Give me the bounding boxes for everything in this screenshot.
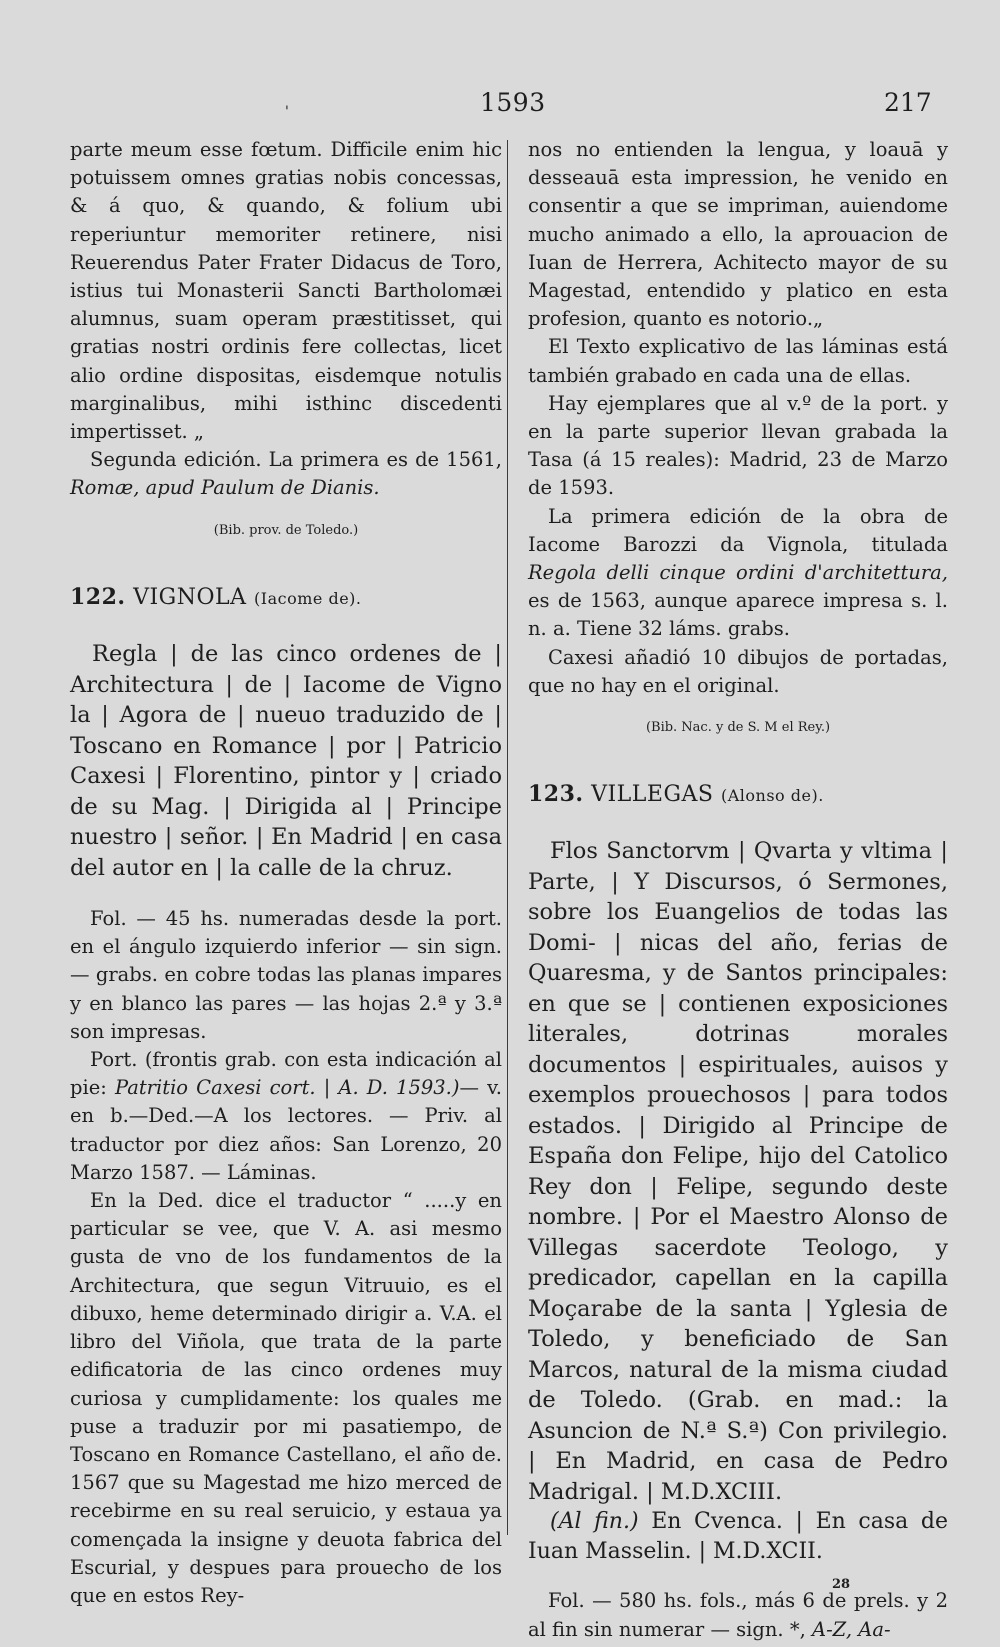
book-title-123: Flos Sanctorvm | Qvarta y vltima | Parte, | Y Discursos, ó Sermones, sobre los Euangelios de todas las Domi- | nicas del año, ferias de Quaresma, y de Santos principales: en que se | contienen exposiciones literales, dotrinas morales documentos | espirituales, auisos y exemplos prouechosos | para todos estados. | Dirigido al Principe de España don Felipe, hijo del Catolico Rey don | Felipe, segundo deste nombre. | Por el Maestro Alonso de Villegas sacerdote Teologo, y predicador, capellan en la capilla Moçarabe de la santa | Yglesia de Toledo, y beneficiado de San Marcos, natural de la misma ciudad de Toledo. (Grab. en mad.: la Asuncion de N.ª S.ª) Con privilegio. | En Madrid, en casa de Pedro Madrigal. | M.D.XCIII.	[528, 838, 948, 1505]
running-head-year: 1593	[480, 88, 546, 117]
prologue-continuation: parte meum esse fœtum. Difficile enim hic potuissem omnes gratias nobis concessas, & á quo, & quando, & folium ubi reperiuntur memoriter retinere, nisi Reuerendus Pater Frater Didacus de Toro, istius tui Monasterii Sancti Bartholomæi alumnus, suam operam præstitisset, qui gratias nostri ordinis fere collectas, licet alio ordine dispositas, eisdemque notulis marginalibus, mihi isthinc discedenti impertisset. „	[70, 138, 502, 444]
entry-author-given: (Iacome de).	[254, 588, 362, 608]
right-column	[528, 136, 948, 1644]
primera-note-a: La primera edición de la obra de Iacome Barozzi da Vignola, titulada	[528, 504, 948, 556]
edition-note-imprint: Romæ, apud Paulum de Dianis.	[70, 476, 380, 500]
signature-mark: 28	[832, 1577, 851, 1592]
dedication-continuation: nos no entienden la lengua, y loauā y desseauā esta impression, he venido en consentir a que se impriman, auiendome mucho animado a ello, la aprouacion de Iuan de Herrera, Achitecto mayor de su Magestad, entendido y platico en esta profesion, quanto es notorio.„	[528, 138, 948, 331]
edition-note-text: Segunda edición. La primera es de 1561,	[90, 448, 502, 472]
ink-speck: '	[285, 104, 289, 120]
collation-123-italic: A-Z, Aa-	[811, 1617, 891, 1641]
library-reference: (Bib. prov. de Toledo.)	[213, 522, 359, 538]
book-title-122: Regla | de las cinco ordenes de | Architectura | de | Iacome de Vigno la | Agora de | nueuo traduzido de | Toscano en Romance | por | Patricio Caxesi | Florentino, pintor y | criado de su Mag. | Dirigida al | Principe nuestro | señor. | En Madrid | en casa del autor en | la calle de la chruz.	[70, 641, 502, 881]
ejemplares-note: Hay ejemplares que al v.º de la port. y en la parte superior llevan grabada la Tasa (á 15 reales): Madrid, 23 de Marzo de 1593.	[528, 391, 948, 500]
colophon-italic: (Al fin.)	[550, 1509, 639, 1535]
page-number: 217	[884, 88, 932, 117]
library-reference-2: (Bib. Nac. y de S. M el Rey.)	[645, 720, 831, 736]
entry-author-surname: VIGNOLA	[133, 584, 247, 610]
entry-number: 123.	[528, 781, 584, 808]
primera-edicion-note	[528, 503, 948, 644]
entry-heading-122	[70, 583, 502, 613]
caxesi-note: Caxesi añadió 10 dibujos de portadas, que no hay en el original.	[528, 645, 948, 697]
colophon	[528, 1507, 948, 1567]
portada-note	[70, 1046, 502, 1187]
portada-note-italic: Patritio Caxesi cort. | A. D. 1593.)	[114, 1076, 460, 1100]
edition-note	[70, 446, 502, 502]
column-divider	[507, 140, 508, 1535]
left-column	[70, 136, 502, 1610]
collation-123	[528, 1587, 948, 1643]
entry-heading-123	[528, 780, 948, 810]
primera-note-italic: Regola delli cinque ordini d'architettura,	[528, 561, 948, 585]
colophon-text: En Cvenca. | En casa de Iuan Masselin. | M.D.XCII.	[528, 1509, 948, 1565]
entry-author-surname: VILLEGAS	[591, 782, 714, 808]
primera-note-b: es de 1563, aunque aparece impresa s. l. n. a. Tiene 32 láms. grabs.	[528, 589, 948, 641]
entry-author-given: (Alonso de).	[720, 786, 824, 806]
collation-122: Fol. — 45 hs. numeradas desde la port. en el ángulo izquierdo inferior — sin sign. — grabs. en cobre todas las planas impares y en blanco las pares — las hojas 2.ª y 3.ª son impresas.	[70, 907, 502, 1043]
collation-123-a: Fol. — 580 hs. fols., más 6 de prels. y 2 al fin sin numerar — sign. *,	[528, 1589, 948, 1641]
portada-note-b: — v. en b.—Ded.—A los lectores. — Priv. al traductor por diez años: San Lorenzo, 20 Marzo 1587. — Láminas.	[70, 1076, 502, 1184]
portada-note-a: Port. (frontis grab. con esta indicación al pie:	[70, 1048, 502, 1100]
entry-number: 122.	[70, 583, 126, 610]
texto-note: El Texto explicativo de las láminas está también grabado en cada una de ellas.	[528, 335, 948, 387]
dedication-quote: En la Ded. dice el traductor “ .....y en particular se vee, que V. A. asi mesmo gusta de vno de los fundamentos de la Architectura, que segun Vitruuio, es el dibuxo, heme determinado dirigir a. V.A. el libro del Viñola, que trata de la parte edificatoria de las cinco ordenes muy curiosa y cumplidamente: los quales me puse a traduzir por mi pasatiempo, de Toscano en Romance Castellano, el año de. 1567 que su Magestad me hizo merced de recebirme en su real seruicio, y estaua ya començada la insigne y deuota fabrica del Escurial, y despues para prouecho de los que en estos Rey-	[70, 1189, 502, 1607]
